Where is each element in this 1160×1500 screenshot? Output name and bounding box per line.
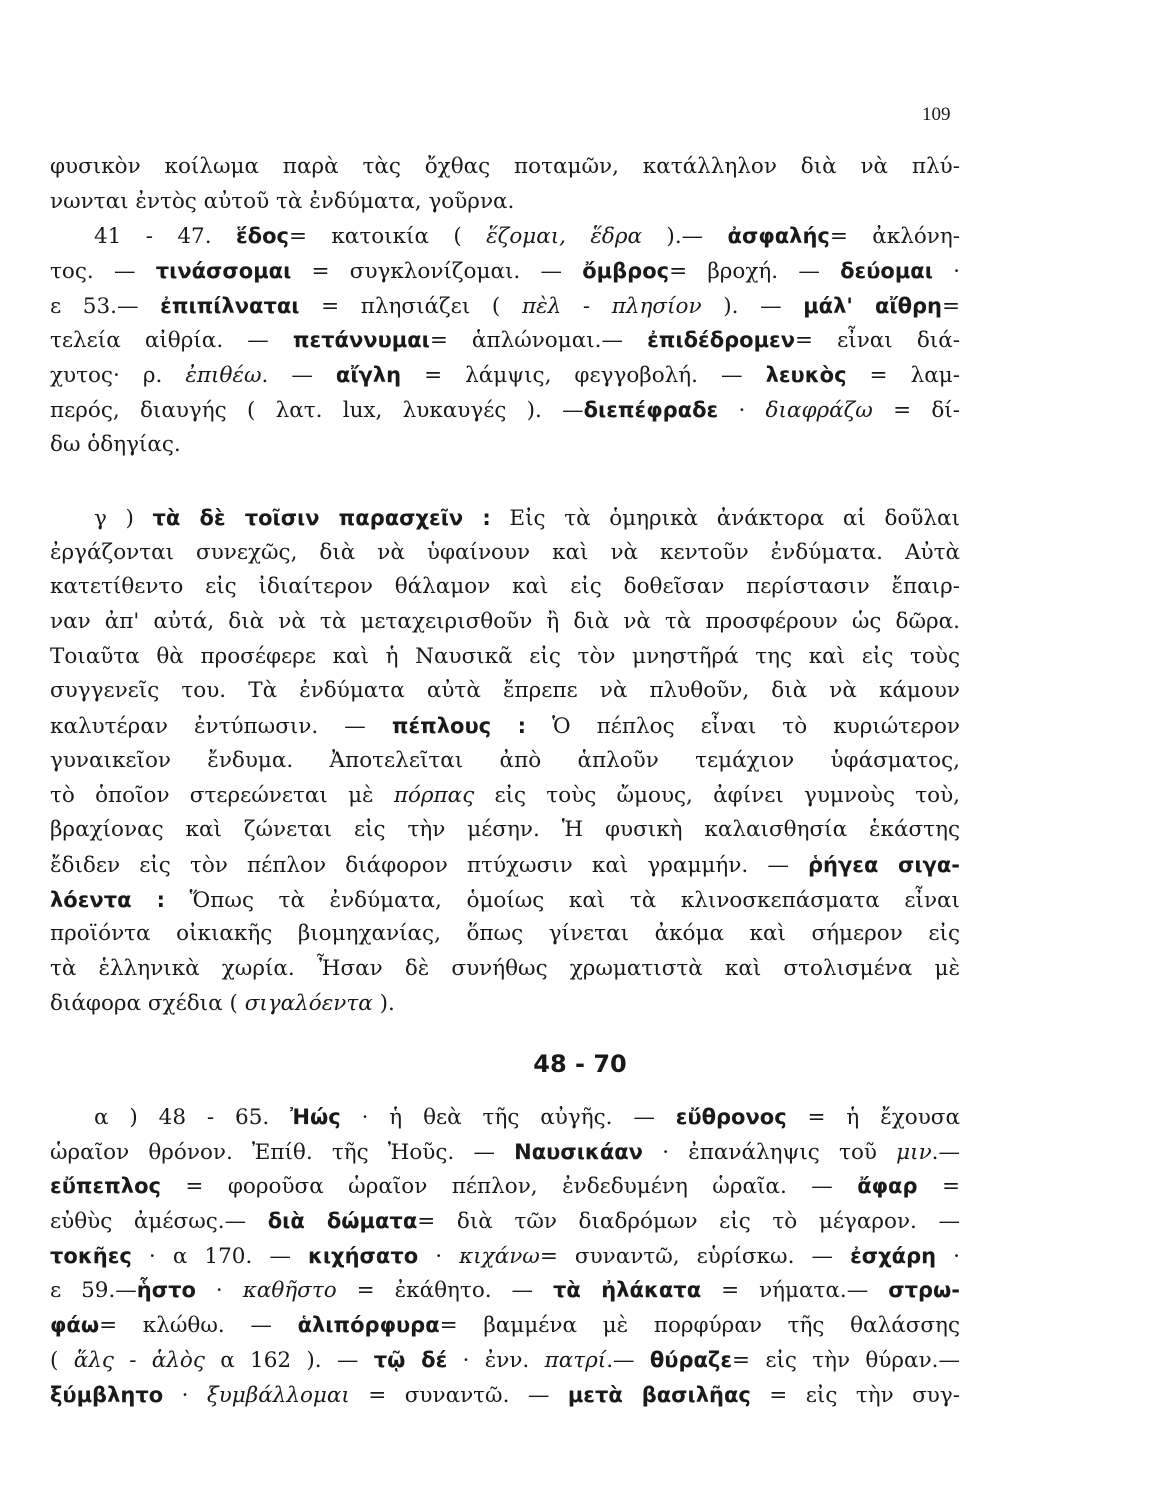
bold-term: ἕδος xyxy=(235,224,289,249)
text-run: γυναικεῖον ἔνδυμα. Ἀποτελεῖται ἀπὸ ἁπλοῦν τεμάχιον ὑφάσματος, xyxy=(50,747,960,773)
bold-term: ξύμβλητο xyxy=(50,1382,164,1407)
paragraph-commentary-41-47 xyxy=(50,150,960,462)
bold-term: διεπέφραδε xyxy=(583,397,719,422)
text-run: = ἡ ἔχουσα xyxy=(786,1105,960,1130)
text-line xyxy=(50,605,960,640)
text-run: · xyxy=(163,1382,207,1408)
text-run: · xyxy=(718,397,766,423)
text-run: = εἰς τὴν συγ- xyxy=(750,1382,960,1408)
text-line xyxy=(50,428,960,463)
italic-term: ἐπιθέω xyxy=(185,363,262,389)
text-line xyxy=(50,1239,960,1274)
text-run: συγγενεῖς του. Τὰ ἐνδύματα αὐτὰ ἔπρεπε νὰ πλυθοῦν, διὰ νὰ κάμουν xyxy=(50,678,960,704)
text-line xyxy=(50,952,960,987)
bold-term: στρω- xyxy=(888,1278,960,1303)
text-run: τὸ ὁποῖον στερεώνεται μὲ xyxy=(50,782,394,808)
text-run: .— xyxy=(606,1347,650,1373)
text-line xyxy=(50,1100,960,1135)
text-run: ἔδιδεν εἰς τὸν πέπλον διάφορον πτύχωσιν καὶ γραμμήν. — xyxy=(50,852,808,878)
text-run: κατετίθεντο εἰς ἰδιαίτερον θάλαμον καὶ εἰς δοθεῖσαν περίστασιν ἔπαιρ- xyxy=(50,574,960,600)
bold-term: τινάσσομαι xyxy=(155,259,292,284)
text-run: · α 170. — xyxy=(131,1243,308,1269)
text-run: Ὁ πέπλος εἶναι τὸ κυριώτερον xyxy=(526,714,960,740)
text-run: α ) 48 - 65. xyxy=(94,1105,291,1130)
text-run: · ἐπανάληψις τοῦ xyxy=(642,1139,897,1165)
text-line xyxy=(50,779,960,814)
text-line xyxy=(50,640,960,675)
italic-term: ἅλς - ἁλὸς xyxy=(73,1347,205,1373)
text-line xyxy=(50,1169,960,1204)
text-line xyxy=(50,185,960,220)
text-line xyxy=(50,1135,960,1170)
bold-term: τὰ ἠλάκατα xyxy=(553,1278,702,1303)
text-line xyxy=(50,289,960,324)
text-run: Τοιαῦτα θὰ προσέφερε καὶ ἡ Ναυσικᾶ εἰς τὸν μνηστῆρά της καὶ εἰς τοὺς xyxy=(50,643,960,669)
bold-term: λόεντα : xyxy=(50,887,165,912)
text-run: · xyxy=(195,1278,243,1304)
text-line xyxy=(50,848,960,883)
paragraph-ta-de-toisin xyxy=(50,501,960,1021)
text-line xyxy=(50,744,960,779)
text-run: ε 53.— xyxy=(50,293,161,319)
bold-term: τοκῆες xyxy=(50,1243,132,1268)
text-run: = εἰς τὴν θύραν.— xyxy=(732,1347,960,1373)
text-run: = xyxy=(941,293,960,319)
text-run: ἐργάζονται συνεχῶς, διὰ νὰ ὑφαίνουν καὶ νὰ κεντοῦν ἐνδύματα. Αὐτὰ xyxy=(50,539,960,565)
text-line xyxy=(50,393,960,428)
bold-term: κιχήσατο xyxy=(307,1243,419,1268)
bold-term: ἐπιπίλναται xyxy=(160,293,300,318)
text-line xyxy=(50,987,960,1022)
bold-term: διὰ δώματα xyxy=(267,1209,418,1234)
text-line xyxy=(50,813,960,848)
text-run: ε 59.— xyxy=(50,1278,137,1304)
text-run: = φοροῦσα ὡραῖον πέπλον, ἐνδεδυμένη ὡραῖα. — xyxy=(160,1174,858,1200)
text-run: βραχίονας καὶ ζώνεται εἰς τὴν μέσην. Ἡ φυσικὴ καλαισθησία ἑκάστης xyxy=(50,817,960,843)
text-run: Ὅπως τὰ ἐνδύματα, ὁμοίως καὶ τὰ κλινοσκεπάσματα εἶναι xyxy=(164,887,960,913)
text-run: . — xyxy=(261,363,336,389)
text-line xyxy=(50,1204,960,1239)
bold-term: πετάννυμαι xyxy=(292,328,430,353)
text-run: = νήματα.— xyxy=(701,1278,889,1304)
italic-term: ξυμβάλλομαι xyxy=(206,1382,350,1408)
text-run: εὐθὺς ἀμέσως.— xyxy=(50,1209,268,1235)
bold-term: αἴγλη xyxy=(335,363,402,388)
italic-term: κιχάνω xyxy=(459,1243,540,1269)
bold-term: ἁλιπόρφυρα xyxy=(297,1313,440,1338)
text-line xyxy=(50,1378,960,1413)
text-run: = λάμψις, φεγγοβολή. — xyxy=(401,363,766,389)
italic-term: διαφράζω xyxy=(765,397,873,423)
section-heading: 48 - 70 xyxy=(533,1050,627,1078)
text-run: ναν ἀπ' αὐτά, διὰ νὰ τὰ μεταχειρισθοῦν ἢ διὰ νὰ τὰ προσφέρουν ὡς δῶρα. xyxy=(50,609,960,635)
text-run: ). — xyxy=(701,293,804,319)
text-line xyxy=(50,219,960,254)
text-run: γ ) xyxy=(94,506,153,531)
text-run: = λαμ- xyxy=(846,363,960,389)
text-line xyxy=(50,883,960,918)
text-line xyxy=(50,1308,960,1343)
text-run: = συναντῶ. — xyxy=(349,1382,568,1408)
text-line xyxy=(50,674,960,709)
text-run: · xyxy=(936,1243,960,1269)
text-run: νωνται ἐντὸς αὐτοῦ τὰ ἐνδύματα, γοῦρνα. xyxy=(50,188,515,214)
text-run: 41 - 47. xyxy=(94,224,236,250)
text-run: ὡραῖον θρόνον. Ἐπίθ. τῆς Ἠοῦς. — xyxy=(50,1139,515,1165)
text-run: χυτος· ρ. xyxy=(50,363,186,389)
text-run: · ἡ θεὰ τῆς αὐγῆς. — xyxy=(340,1105,676,1130)
text-run: ). xyxy=(372,990,395,1016)
text-line xyxy=(50,570,960,605)
bold-term: ἐσχάρη xyxy=(850,1243,937,1268)
text-run: Εἰς τὰ ὁμηρικὰ ἀνάκτορα αἱ δοῦλαι xyxy=(490,506,960,531)
italic-term: πατρί xyxy=(544,1347,607,1373)
text-run: ( xyxy=(50,1347,74,1373)
text-line xyxy=(50,1343,960,1378)
text-run: τελεία αἰθρία. — xyxy=(50,328,293,354)
text-run: = ἁπλώνομαι.— xyxy=(429,328,648,354)
bold-term: ἐπιδέδρομεν xyxy=(647,328,796,353)
bold-term: Ναυσικάαν xyxy=(514,1139,643,1164)
text-line xyxy=(50,501,960,536)
text-run: = βαμμένα μὲ πορφύραν τῆς θαλάσσης xyxy=(439,1313,960,1339)
bold-term: εὔπεπλος xyxy=(50,1174,161,1199)
bold-term: Ἠώς xyxy=(290,1105,341,1129)
text-line xyxy=(50,254,960,289)
text-run: .— xyxy=(931,1139,960,1165)
text-line xyxy=(50,150,960,185)
italic-term: πὲλ - πλησίον xyxy=(521,293,702,319)
bold-term: ἧστο xyxy=(136,1278,196,1303)
text-run: = δί- xyxy=(872,397,960,423)
text-run: τὰ ἑλληνικὰ χωρία. Ἦσαν δὲ συνήθως χρωματιστὰ καὶ στολισμένα μὲ xyxy=(50,955,960,981)
text-run: · xyxy=(932,259,960,285)
text-run: = πλησιάζει ( xyxy=(299,293,522,319)
text-run: = ἐκάθητο. — xyxy=(336,1278,554,1304)
bold-term: εὔθρονος xyxy=(675,1105,787,1129)
bold-term: λευκὸς xyxy=(765,363,847,388)
text-run: α 162 ). — xyxy=(204,1347,374,1373)
text-line xyxy=(50,323,960,358)
text-line xyxy=(50,536,960,571)
text-run: προϊόντα οἰκιακῆς βιομηχανίας, ὅπως γίνεται ἀκόμα καὶ σήμερον εἰς xyxy=(50,921,960,947)
text-run: καλυτέραν ἐντύπωσιν. — xyxy=(50,714,392,740)
bold-term: τῷ δέ xyxy=(373,1347,448,1372)
text-run: = xyxy=(917,1174,960,1200)
text-line xyxy=(50,358,960,393)
text-run: · xyxy=(418,1243,460,1269)
text-run: · ἐνν. xyxy=(447,1347,545,1373)
bold-term: πέπλους : xyxy=(391,714,527,739)
text-line xyxy=(50,917,960,952)
italic-term: πόρπας xyxy=(393,782,475,808)
bold-term: ὄμβρος xyxy=(582,259,670,284)
italic-term: μιν xyxy=(896,1139,932,1165)
italic-term: ἕζομαι, ἕδρα xyxy=(486,224,643,250)
text-run: δω ὁδηγίας. xyxy=(50,431,181,457)
paragraph-commentary-48-65 xyxy=(50,1100,960,1412)
text-run: φυσικὸν κοίλωμα παρὰ τὰς ὄχθας ποταμῶν, κατάλληλον διὰ νὰ πλύ- xyxy=(50,154,960,179)
text-line xyxy=(50,1273,960,1308)
italic-term: καθῆστο xyxy=(242,1278,337,1304)
bold-term: θύραζε xyxy=(649,1347,733,1372)
italic-term: σιγαλόεντα xyxy=(244,990,373,1016)
text-run: τος. — xyxy=(50,259,156,285)
bold-term: ἄφαρ xyxy=(857,1174,918,1199)
page-number: 109 xyxy=(922,104,951,125)
text-run: = κατοικία ( xyxy=(288,224,487,250)
text-run: διάφορα σχέδια ( xyxy=(50,990,245,1016)
text-run: εἰς τοὺς ὤμους, ἀφίνει γυμνοὺς τοὺ, xyxy=(474,782,960,808)
text-run: = εἶναι διά- xyxy=(795,328,960,354)
text-run: περός, διαυγής ( λατ. lux, λυκαυγές ). — xyxy=(50,397,584,423)
bold-term: φάω xyxy=(50,1313,100,1338)
bold-term: δεύομαι xyxy=(840,259,933,284)
bold-term: τὰ δὲ τοῖσιν παρασχεῖν : xyxy=(152,506,491,530)
bold-term: μάλ' αἴθρη xyxy=(803,293,942,318)
text-run: = συγκλονίζομαι. — xyxy=(291,259,583,285)
text-run: = διὰ τῶν διαδρόμων εἰς τὸ μέγαρον. — xyxy=(417,1209,960,1235)
text-run: ).— xyxy=(642,224,728,250)
bold-term: ἀσφαλής xyxy=(727,224,830,249)
bold-term: ῥήγεα σιγα- xyxy=(807,852,960,877)
text-run: = ἀκλόνη- xyxy=(829,224,960,250)
text-run: = κλώθω. — xyxy=(99,1313,298,1339)
text-run: = βροχή. — xyxy=(669,259,841,285)
bold-term: μετὰ βασιλῆας xyxy=(567,1382,751,1407)
text-run: = συναντῶ, εὑρίσκω. — xyxy=(539,1243,851,1269)
text-line xyxy=(50,709,960,744)
